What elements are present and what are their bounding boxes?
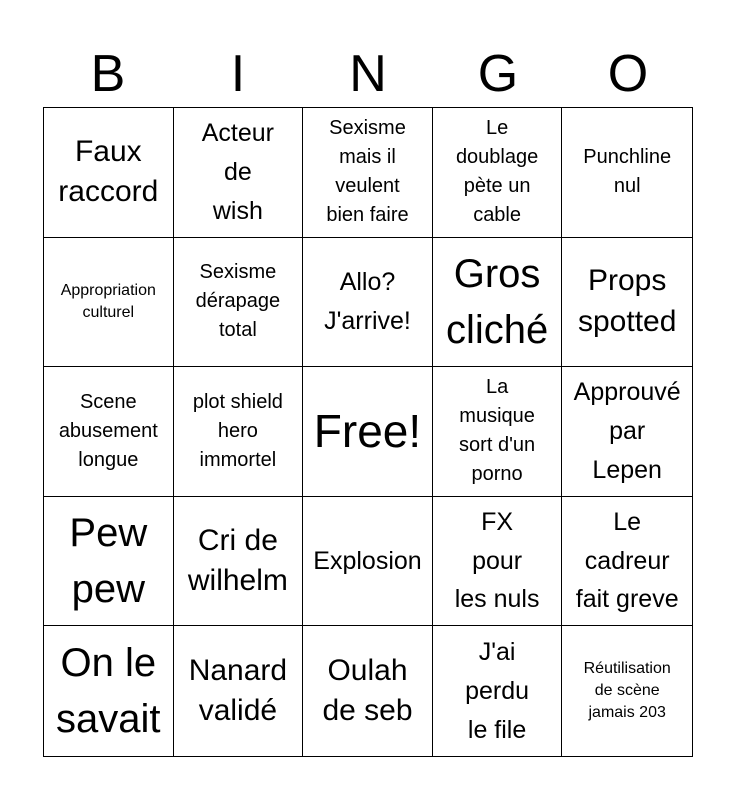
cell-text: La musique sort d'un porno [459, 376, 536, 486]
bingo-cell-r1-c4[interactable] [433, 108, 563, 238]
cell-text: Réutilisation de scène jamais 203 [583, 659, 671, 722]
cell-text: Scene abusement longue [58, 390, 158, 471]
cell-text: Sexisme mais il veulent bien faire [326, 117, 409, 227]
bingo-cell-r1-c5[interactable] [562, 108, 692, 238]
bingo-cell-r1-c2[interactable] [174, 108, 304, 238]
header-letter-o: O [607, 45, 649, 103]
bingo-cell-r5-c1[interactable] [44, 626, 174, 756]
cell-text: Sexisme dérapage total [195, 261, 281, 342]
bingo-cell-r5-c4[interactable] [433, 626, 563, 756]
header-letter-i: I [230, 45, 246, 103]
bingo-cell-r4-c1[interactable] [44, 497, 174, 627]
header-letter-b: B [90, 45, 126, 103]
bingo-cell-r3-c4[interactable] [433, 367, 563, 497]
bingo-cell-r2-c2[interactable] [174, 238, 304, 368]
cell-text: Props spotted [577, 264, 677, 338]
free-space-text: Free! [313, 404, 422, 457]
bingo-cell-r1-c1[interactable] [44, 108, 174, 238]
cell-text: FX pour les nuls [454, 507, 540, 614]
cell-text: Approuvé par Lepen [573, 378, 681, 484]
cell-text: Gros cliché [445, 251, 549, 352]
cell-text: Cri de wilhelm [187, 523, 288, 598]
bingo-cell-r2-c1[interactable] [44, 238, 174, 368]
cell-text: Acteur de wish [201, 119, 275, 225]
bingo-cell-r1-c3[interactable] [303, 108, 433, 238]
cell-text: On le savait [56, 641, 161, 742]
bingo-cell-r3-c5[interactable] [562, 367, 692, 497]
bingo-cell-free[interactable] [303, 367, 433, 497]
bingo-cell-r3-c2[interactable] [174, 367, 304, 497]
bingo-cell-r4-c4[interactable] [433, 497, 563, 627]
cell-text: Le cadreur fait greve [575, 507, 679, 614]
bingo-cell-r5-c5[interactable] [562, 626, 692, 756]
bingo-cell-r5-c3[interactable] [303, 626, 433, 756]
bingo-cell-r4-c3[interactable] [303, 497, 433, 627]
cell-text: Punchline nul [583, 146, 672, 198]
cell-text: Le doublage pète un cable [455, 117, 539, 227]
bingo-cell-r4-c2[interactable] [174, 497, 304, 627]
bingo-cell-r4-c5[interactable] [562, 497, 692, 627]
bingo-cell-r5-c2[interactable] [174, 626, 304, 756]
bingo-cell-r2-c5[interactable] [562, 238, 692, 368]
cell-text: Nanard validé [188, 653, 288, 728]
bingo-cell-r2-c4[interactable] [433, 238, 563, 368]
bingo-board [43, 107, 693, 757]
cell-text: Allo? J'arrive! [324, 268, 411, 335]
header-letter-n: N [349, 45, 387, 103]
bingo-cell-r2-c3[interactable] [303, 238, 433, 368]
header-letter-g: G [477, 45, 519, 103]
cell-text: Faux raccord [58, 134, 159, 209]
bingo-cell-r3-c1[interactable] [44, 367, 174, 497]
cell-text: J'ai perdu le file [465, 638, 530, 744]
cell-text: Oulah de seb [322, 653, 413, 728]
cell-text: Appropriation culturel [60, 281, 156, 321]
bingo-header [43, 40, 693, 108]
cell-text: Pew pew [69, 511, 148, 612]
cell-text: Explosion [313, 546, 422, 575]
cell-text: plot shield hero immortel [192, 390, 283, 471]
